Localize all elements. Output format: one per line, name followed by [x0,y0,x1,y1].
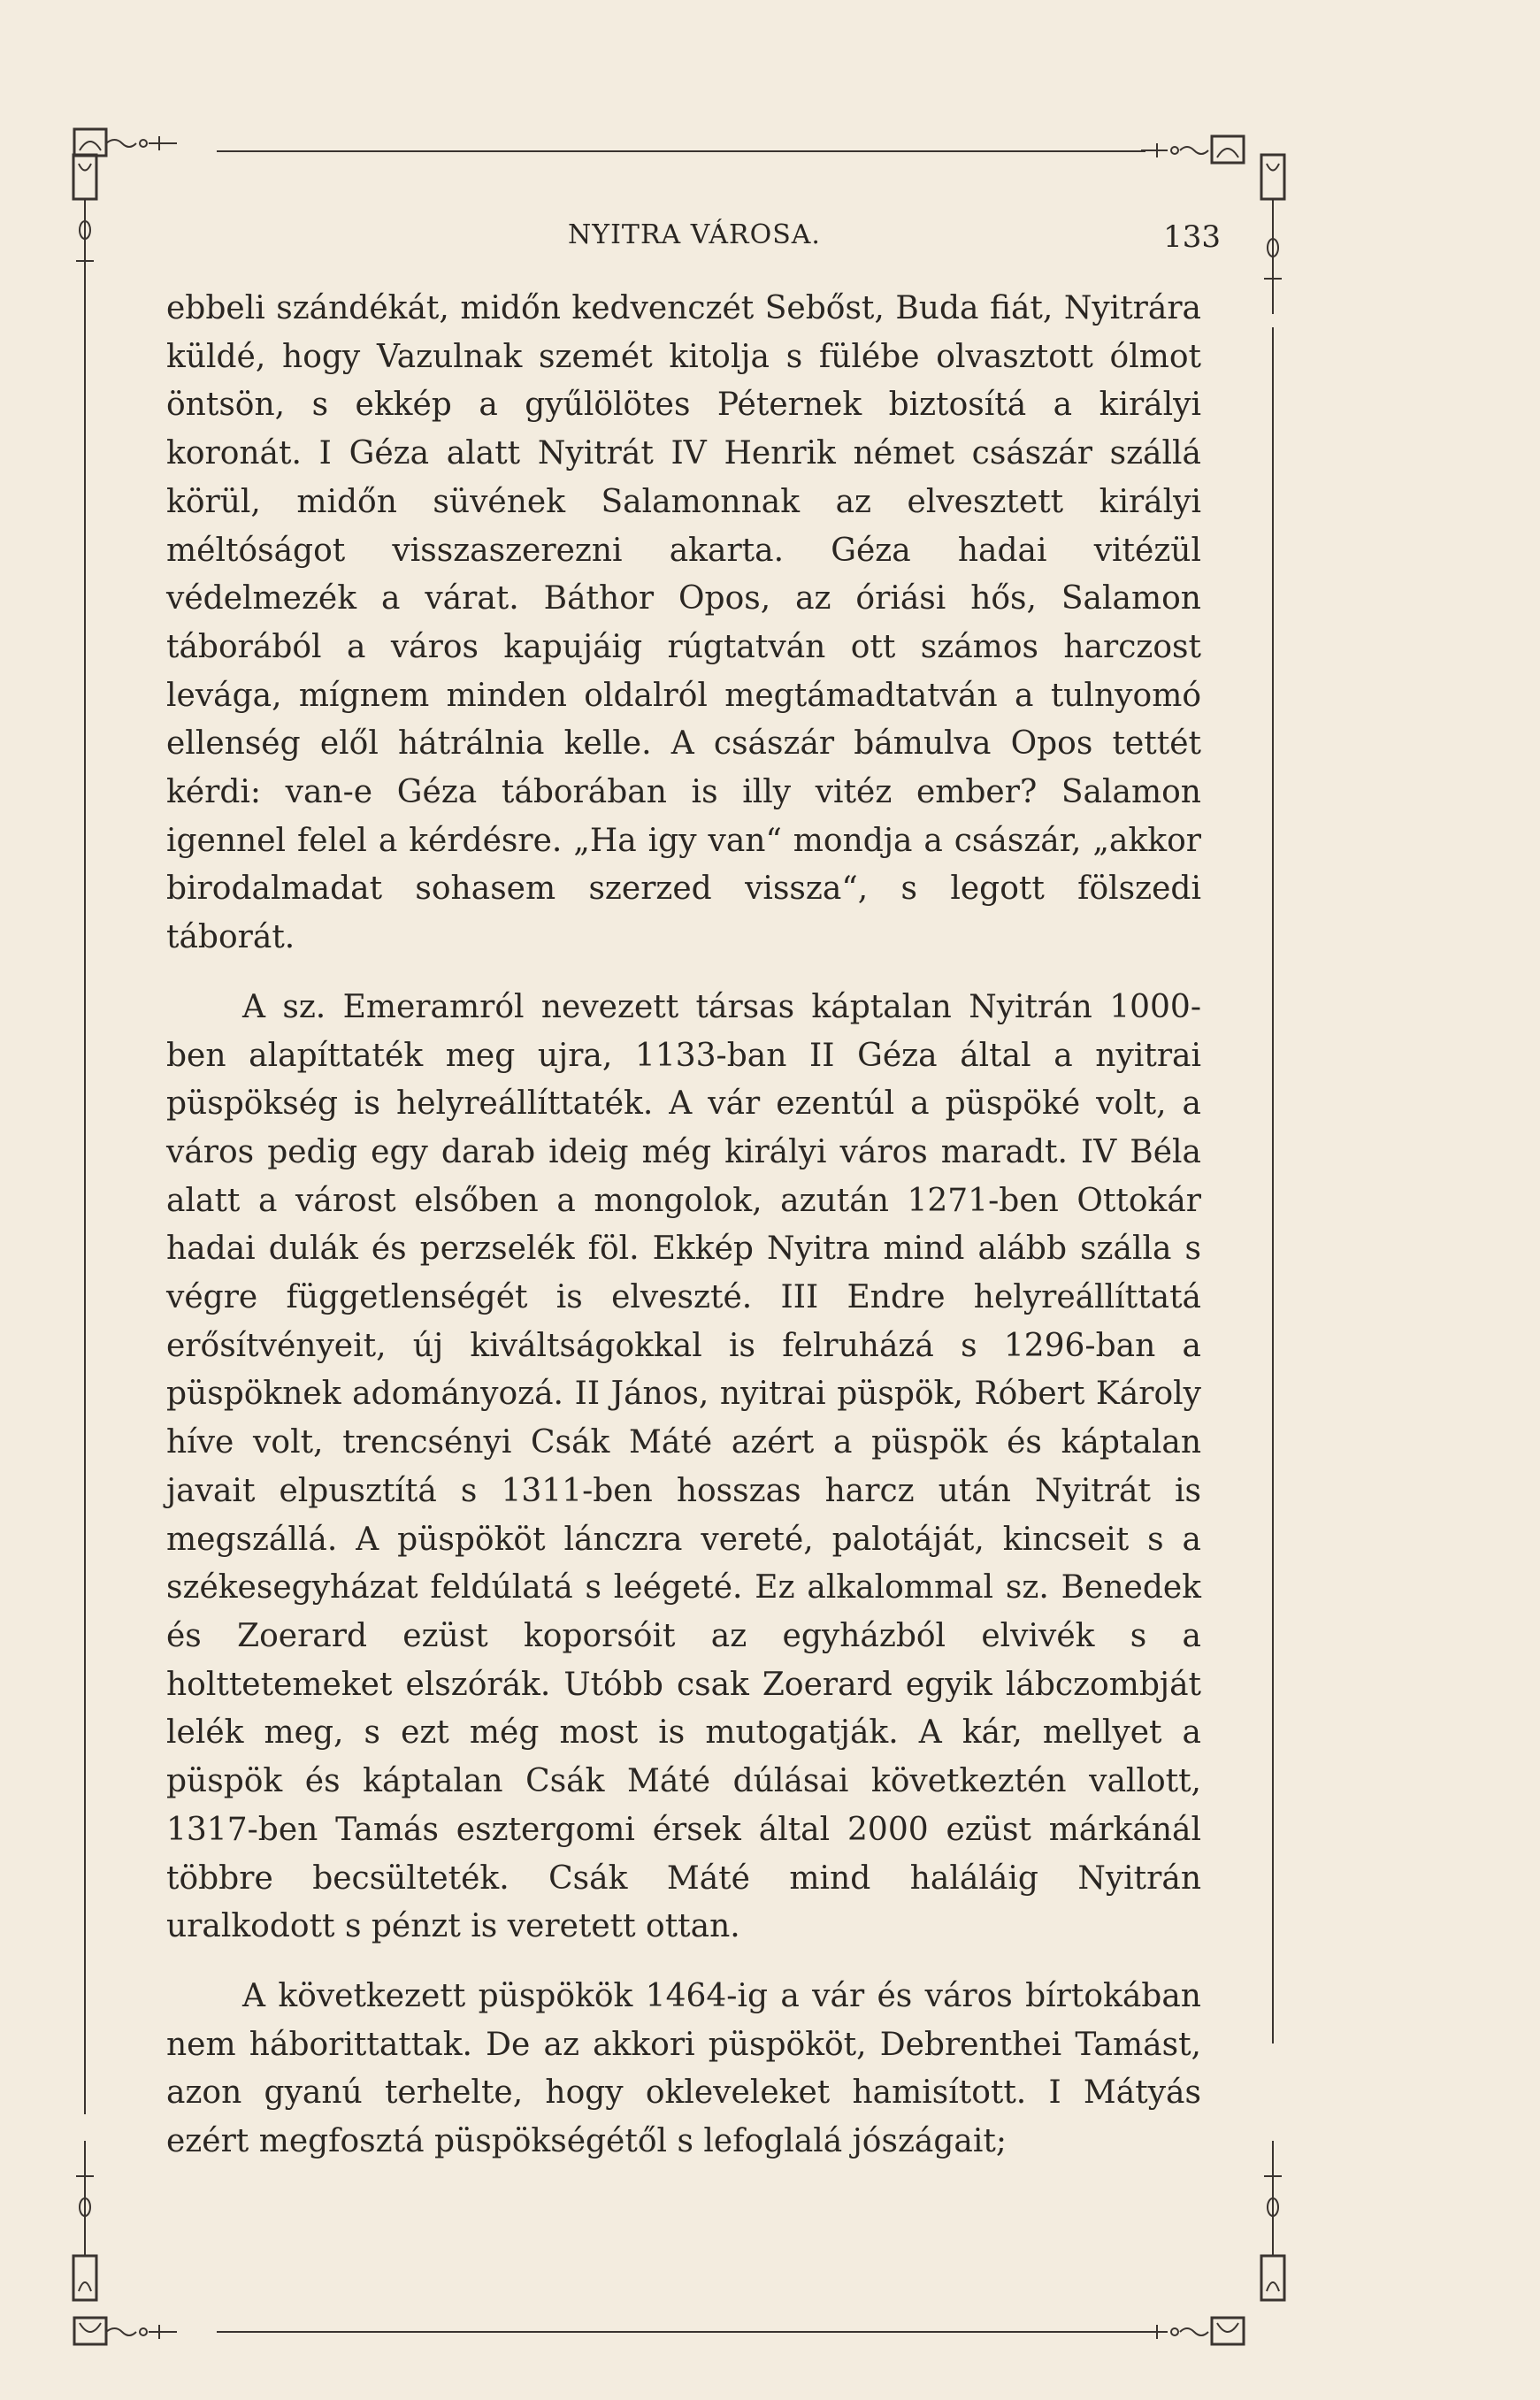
paragraph-2: A sz. Emeramról nevezett társas káptalan Nyitrán 1000-ben alapíttaték meg ujra, 1133-ban II Géza által a nyitrai püspökség is helyreállíttaték. A vár ezentúl a püspöké volt, a város pedig egy darab ideig még királyi város maradt. IV Béla alatt a várost elsőben a mongolok, azután 1271-ben Ottokár hadai dulák és perzselék föl. Ekkép Nyitra mind alább szálla s végre függetlenségét is elveszté. III Endre helyreállíttatá erősítvényeit, új kiváltságokkal is felruházá s 1296-ban a püspöknek adományozá. II János, nyitrai püspök, Róbert Károly híve volt, trencsényi Csák Máté azért a püspök és káptalan javait elpusztítá s 1311-ben hosszas harcz után Nyitrát is megszállá. A püspököt lánczra vereté, palotáját, kincseit s a székesegyházat feldúlatá s leégeté. Ez alkalommal sz. Benedek és Zoerard ezüst koporsóit az egyházból elvivék s a holttetemeket elszórák. Utóbb csak Zoerard egyik lábczombját lelék meg, s ezt még most is mutogatják. A kár, mellyet a püspök és káptalan Csák Máté dúlásai következtén vallott, 1317-ben Tamás esztergomi érsek által 2000 ezüst márkánál többre becsülteték. Csák Máté mind haláláig Nyitrán uralkodott s pénzt is veretett ottan. [166,988,1201,1945]
frame-bottom-rule [217,2331,1145,2333]
side-ornament-top-left [68,146,103,314]
frame-top-rule [217,150,1145,152]
paragraph-1: ebbeli szándékát, midőn kedvenczét Sebőst, Buda fiát, Nyitrára küldé, hogy Vazulnak szemét kitolja s fülébe olvasztott ólmot öntsön, s ekkép a gyűlölötes Péternek biztosítá a királyi koronát. I Géza alatt Nyitrát IV Henrik német császár szállá körül, midőn süvének Salamonnak az elvesztett királyi méltóságot visszaszerezni akarta. Géza hadai vitézül védelmezék a várat. Báthor Opos, az óriási hős, Salamon táborából a város kapujáig rúgtatván ott számos harczost levága, mígnem minden oldalról megtámadtatván a tulnyomó ellenség elől hátrálnia kelle. A császár bámulva Opos tettét kérdi: van-e Géza táborában is illy vitéz ember? Salamon igennel felel a kérdésre. „Ha igy van“ mondja a császár, „akkor birodalmadat sohasem szerzed vissza“, s legott fölszedi táborát. [166,290,1201,956]
side-ornament-top-right [1254,146,1290,314]
frame-left-rule [84,292,86,2114]
side-ornament-bottom-right [1254,2141,1290,2309]
corner-ornament-bottom-right [1141,2300,1247,2353]
side-ornament-bottom-left [68,2141,103,2309]
paragraph-3: A következett püspökök 1464-ig a vár és város bírtokában nem háborittattak. De az akkori püspököt, Debrenthei Tamást, azon gyanú terhelte, hogy okleveleket hamisított. I Mátyás ezért megfosztá püspökségétől s lefoglalá jószágait; [166,1977,1201,2160]
body-text [166,285,1201,2166]
corner-ornament-top-right [1141,124,1247,177]
frame-right-rule [1272,327,1274,2043]
running-title: NYITRA VÁROSA. [568,219,821,250]
running-head [168,219,1221,264]
page-number: 133 [1163,219,1221,255]
